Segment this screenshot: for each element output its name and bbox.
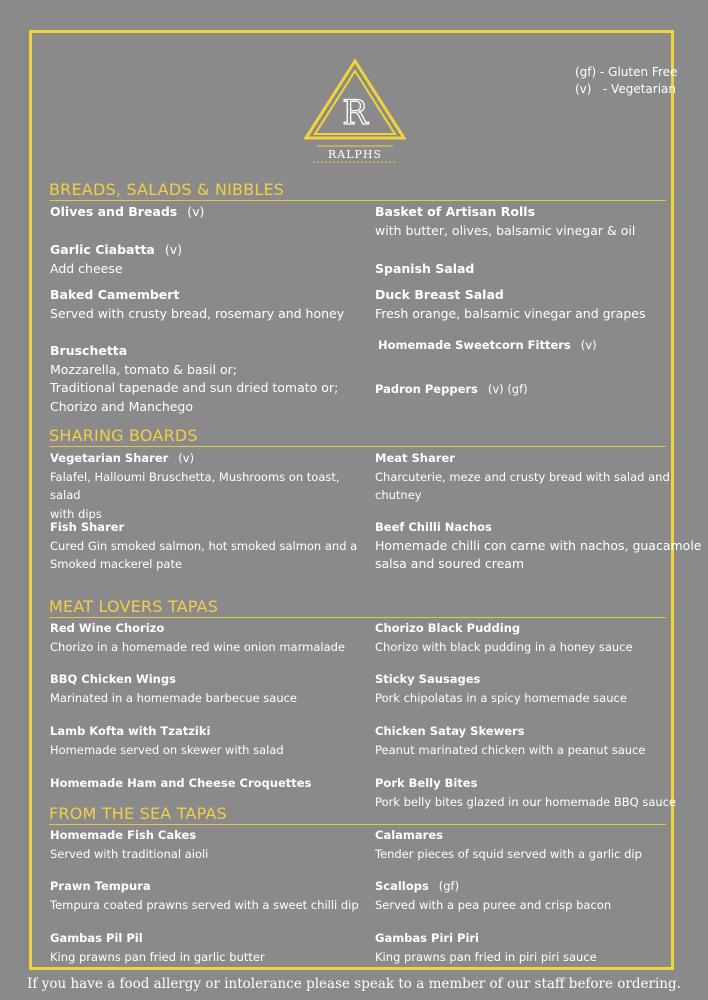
item-name: Olives and Breads xyxy=(50,204,178,219)
item-description: Fresh orange, balsamic vinegar and grapes xyxy=(375,305,646,321)
menu-item-prawn-tempura xyxy=(50,877,359,914)
menu-item-red-wine-chorizo xyxy=(50,619,345,656)
item-name: Vegetarian Sharer xyxy=(50,451,169,465)
menu-item-gambas-pil-pil xyxy=(50,929,265,966)
item-diet-tag: (v) xyxy=(178,451,195,465)
item-name: Lamb Kofta with Tzatziki xyxy=(50,724,211,738)
item-name: Homemade Sweetcorn Fitters xyxy=(378,338,571,352)
menu-item-duck-breast-salad xyxy=(375,286,645,323)
item-name: Homemade Fish Cakes xyxy=(50,828,197,842)
menu-item-calamares xyxy=(375,826,642,863)
item-name: Gambas Piri Piri xyxy=(375,931,479,945)
item-name: Garlic Ciabatta xyxy=(50,242,155,257)
menu-item-gambas-piri-piri xyxy=(375,929,597,966)
menu-item-meat-sharer xyxy=(375,449,670,505)
legend-gluten-free: (gf) - Gluten Free xyxy=(575,65,678,79)
menu-item-scallops xyxy=(375,877,611,914)
item-description: Homemade chilli con carne with nachos, guacamole salsa and soured cream xyxy=(375,537,702,571)
item-name: Meat Sharer xyxy=(375,451,455,465)
allergy-notice: If you have a food allergy or intolerance please speak to a member of our staff before ordering. xyxy=(27,976,681,992)
item-description: Served with a pea puree and crisp bacon xyxy=(375,897,612,912)
section-title-breads: BREADS, SALADS & NIBBLES xyxy=(49,180,666,201)
item-name: BBQ Chicken Wings xyxy=(50,672,176,686)
menu-item-ham-cheese-croquettes xyxy=(50,774,311,793)
item-description: Add cheese xyxy=(50,260,123,276)
menu-item-sweetcorn-fitters xyxy=(378,336,597,355)
legend-vegetarian: (v) - Vegetarian xyxy=(575,82,676,96)
logo-letter: R xyxy=(342,93,368,133)
item-description: Pork belly bites glazed in our homemade BBQ sauce xyxy=(375,794,677,809)
item-description: Falafel, Halloumi Bruschetta, Mushrooms on toast, salad with dips xyxy=(50,469,340,521)
item-name: Chicken Satay Skewers xyxy=(375,724,525,738)
item-name: Gambas Pil Pil xyxy=(50,931,143,945)
menu-item-garlic-ciabatta xyxy=(50,241,182,278)
item-name: Prawn Tempura xyxy=(50,879,151,893)
item-description: Chorizo in a homemade red wine onion marmalade xyxy=(50,639,345,654)
section-title-meat: MEAT LOVERS TAPAS xyxy=(49,597,666,618)
item-name: Sticky Sausages xyxy=(375,672,481,686)
item-name: Fish Sharer xyxy=(50,520,125,534)
item-name: Beef Chilli Nachos xyxy=(375,520,492,534)
item-diet-tag: (v) xyxy=(580,338,597,352)
item-description: Tender pieces of squid served with a garlic dip xyxy=(375,846,642,861)
menu-item-sticky-sausages xyxy=(375,670,627,707)
item-description: with butter, olives, balsamic vinegar & oil xyxy=(375,222,636,238)
item-name: Spanish Salad xyxy=(375,261,475,276)
item-name: Scallops xyxy=(375,879,429,893)
item-description: Cured Gin smoked salmon, hot smoked salmon and a Smoked mackerel pate xyxy=(50,538,358,571)
section-title-sharing: SHARING BOARDS xyxy=(49,426,666,447)
item-description: Chorizo with black pudding in a honey sauce xyxy=(375,639,633,654)
menu-item-fish-sharer xyxy=(50,518,357,574)
menu-item-baked-camembert xyxy=(50,286,344,323)
menu-item-beef-chilli-nachos xyxy=(375,518,701,574)
item-diet-tag: (v) xyxy=(164,242,183,257)
item-diet-tag: (v) (gf) xyxy=(487,382,528,396)
item-description: Mozzarella, tomato & basil or; Traditional tapenade and sun dried tomato or; Chorizo and Manchego xyxy=(50,361,339,414)
item-description: Marinated in a homemade barbecue sauce xyxy=(50,690,298,705)
item-diet-tag: (v) xyxy=(187,204,205,219)
item-name: Homemade Ham and Cheese Croquettes xyxy=(50,776,312,790)
item-description: Tempura coated prawns served with a sweet chilli dip xyxy=(50,897,359,912)
ralphs-logo xyxy=(303,58,407,166)
menu-item-padron-peppers xyxy=(375,380,528,399)
menu-item-artisan-rolls xyxy=(375,203,635,240)
item-name: Red Wine Chorizo xyxy=(50,621,165,635)
menu-item-bbq-chicken-wings xyxy=(50,670,297,707)
item-name: Padron Peppers xyxy=(375,382,478,396)
item-name: Basket of Artisan Rolls xyxy=(375,204,536,219)
item-name: Pork Belly Bites xyxy=(375,776,478,790)
item-description: Charcuterie, meze and crusty bread with salad and chutney xyxy=(375,469,670,502)
item-name: Duck Breast Salad xyxy=(375,287,504,302)
item-description: King prawns pan fried in piri piri sauce xyxy=(375,949,597,964)
item-description: Served with crusty bread, rosemary and honey xyxy=(50,305,345,321)
item-description: King prawns pan fried in garlic butter xyxy=(50,949,265,964)
section-title-sea: FROM THE SEA TAPAS xyxy=(49,804,666,825)
item-diet-tag: (gf) xyxy=(438,879,460,893)
menu-item-chorizo-black-pudding xyxy=(375,619,633,656)
item-description: Homemade served on skewer with salad xyxy=(50,742,284,757)
item-description: Peanut marinated chicken with a peanut sauce xyxy=(375,742,646,757)
menu-item-bruschetta xyxy=(50,342,338,416)
item-name: Calamares xyxy=(375,828,443,842)
menu-item-chicken-satay xyxy=(375,722,645,759)
menu-item-fish-cakes xyxy=(50,826,208,863)
item-name: Baked Camembert xyxy=(50,287,180,302)
menu-item-spanish-salad xyxy=(375,260,474,279)
menu-item-olives xyxy=(50,203,204,222)
item-name: Chorizo Black Pudding xyxy=(375,621,521,635)
menu-item-vegetarian-sharer xyxy=(50,449,360,523)
menu-item-lamb-kofta xyxy=(50,722,284,759)
item-description: Pork chipolatas in a spicy homemade sauce xyxy=(375,690,627,705)
dietary-legend xyxy=(575,64,677,98)
item-name: Bruschetta xyxy=(50,343,128,358)
item-description: Served with traditional aioli xyxy=(50,846,209,861)
logo-brand-name: RALPHS xyxy=(327,148,383,161)
